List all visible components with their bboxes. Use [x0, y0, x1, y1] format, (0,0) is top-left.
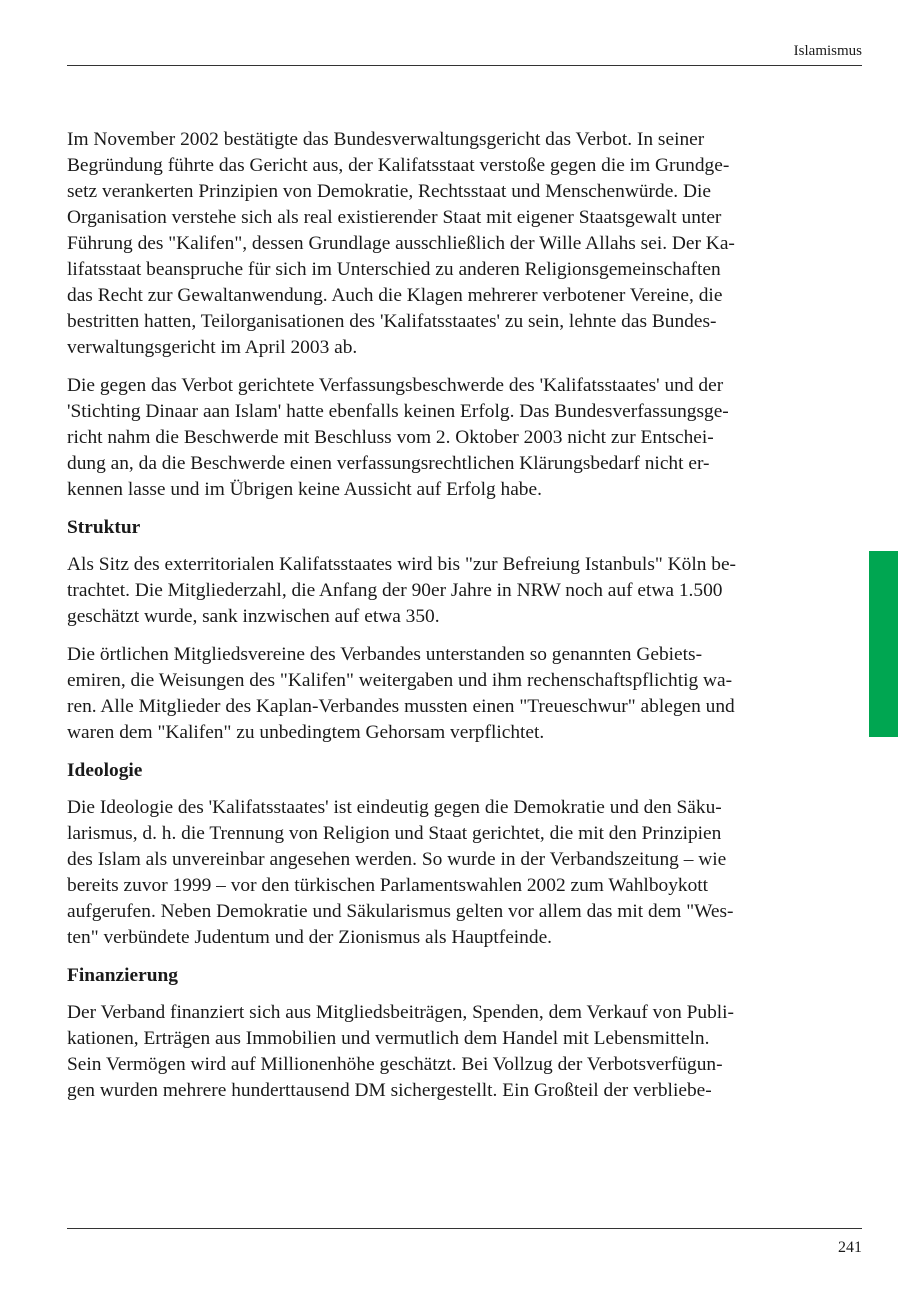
- paragraph-constitutional-complaint: Die gegen das Verbot gerichtete Verfassungsbeschwerde des 'Kalifatsstaates' und der 'Stichting Dinaar aan Islam' hatte ebenfalls keinen Erfolg. Das Bundesverfassungsge- richt nahm die Beschwerde mit Beschluss vom 2. Oktober 2003 nicht zur Entschei- dung an, da die Beschwerde einen verfassungsrechtlichen Klärungsbedarf nicht er- kennen lasse und im Übrigen keine Aussicht auf Erfolg habe.: [67, 375, 729, 500]
- page-number: 241: [838, 1239, 862, 1256]
- paragraph-seat-members: Als Sitz des exterritorialen Kalifatsstaates wird bis "zur Befreiung Istanbuls" Köln be- trachtet. Die Mitgliederzahl, die Anfang der 90er Jahre in NRW noch auf etwa 1.500 geschätzt wurde, sank inzwischen auf etwa 350.: [67, 554, 737, 627]
- paragraph-verdict: Im November 2002 bestätigte das Bundesverwaltungsgericht das Verbot. In seiner Begründung führte das Gericht aus, der Kalifatsstaat verstoße gegen die im Grundge- setz verankerten Prinzipien von Demokratie, Rechtsstaat und Menschenwürde. Die Organisation verstehe sich als real existierender Staat mit eigener Staatsgewalt unter Führung des "Kalifen", dessen Grundlage ausschließlich der Wille Allahs sei. Der Ka- lifatsstaat beanspruche für sich im Unterschied zu anderen Religionsgemeinschaften das Recht zur Gewaltanwendung. Auch die Klagen mehrerer verbotener Vereine, die bestritten hatten, Teilorganisationen des 'Kalifatsstaates' zu sein, lehnte das Bundes- verwaltungsgericht im April 2003 ab.: [67, 129, 735, 358]
- paragraph-local-associations: Die örtlichen Mitgliedsvereine des Verbandes unterstanden so genannten Gebiets- emiren, die Weisungen des "Kalifen" weitergaben und ihm rechenschaftspflichtig wa- ren. Alle Mitglieder des Kaplan-Verbandes mussten einen "Treueschwur" ablegen und waren dem "Kalifen" zu unbedingtem Gehorsam verpflichtet.: [67, 644, 735, 743]
- heading-finanzierung: Finanzierung: [67, 965, 178, 986]
- paragraph-financing: Der Verband finanziert sich aus Mitgliedsbeiträgen, Spenden, dem Verkauf von Publi- kationen, Erträgen aus Immobilien und vermutlich dem Handel mit Lebensmitteln. Sein Vermögen wird auf Millionenhöhe geschätzt. Bei Vollzug der Verbotsverfügun- gen wurden mehrere hunderttausend DM sichergestellt. Ein Großteil der verbliebe-: [67, 1002, 735, 1101]
- heading-ideologie: Ideologie: [67, 760, 143, 781]
- page-body: [67, 127, 812, 1116]
- section-tab-marker: [869, 551, 898, 737]
- running-header-title: Islamismus: [793, 43, 862, 59]
- heading-struktur: Struktur: [67, 517, 141, 538]
- header-rule: [67, 65, 862, 66]
- paragraph-ideology: Die Ideologie des 'Kalifatsstaates' ist eindeutig gegen die Demokratie und den Säku- larismus, d. h. die Trennung von Religion und Staat gerichtet, die mit den Prinzipien des Islam als unvereinbar angesehen werden. So wurde in der Verbandszeitung – wie bereits zuvor 1999 – vor den türkischen Parlamentswahlen 2002 zum Wahlboykott aufgerufen. Neben Demokratie und Säkularismus gelten vor allem das mit dem "Wes- ten" verbündete Judentum und der Zionismus als Hauptfeinde.: [67, 797, 734, 948]
- footer-rule: [67, 1228, 862, 1229]
